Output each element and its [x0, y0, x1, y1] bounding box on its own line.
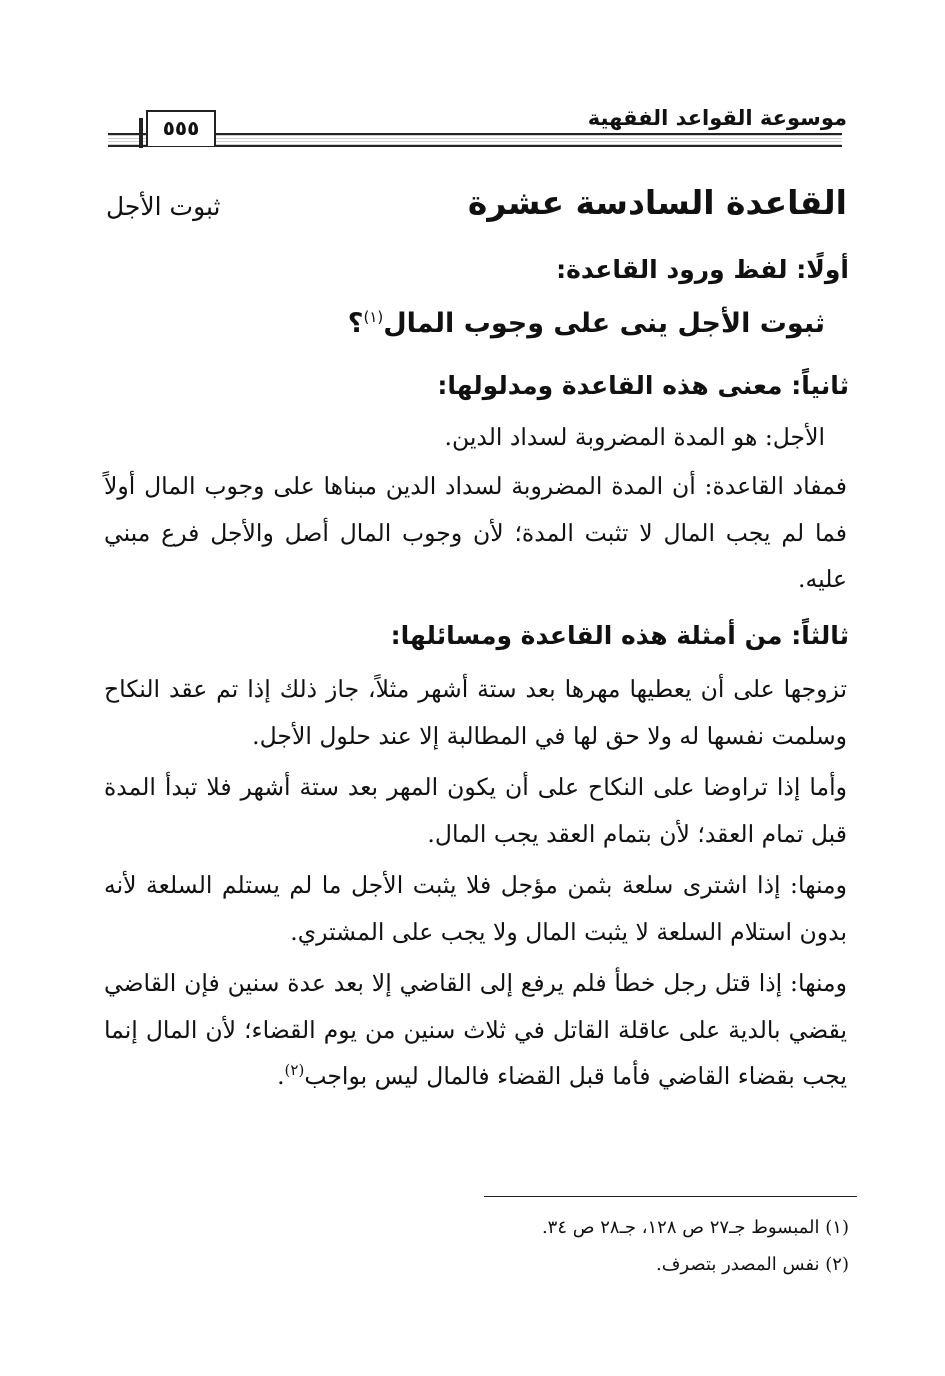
meaning-paragraph: فمفاد القاعدة: أن المدة المضروبة لسداد الدين مبناها على وجوب المال أولاً فما لم يجب المال لا تثبت المدة؛ لأن وجوب المال أصل والأجل فرع مبني عليه. [104, 472, 847, 593]
rule-statement-text: ثبوت الأجل ينى على وجوب المال [383, 308, 825, 339]
example-paragraph-1: تزوجها على أن يعطيها مهرها بعد ستة أشهر مثلاً، جاز ذلك إذا تم عقد النكاح وسلمت نفسها له ولا حق لها في المطالبة إلا عند حلول الأجل. [104, 675, 847, 750]
footnote-2: (٢) نفس المصدر بتصرف. [656, 1254, 849, 1275]
footnote-separator [484, 1196, 857, 1197]
example-paragraph-4 [104, 960, 847, 1100]
section-heading-wording: أولًا: لفظ ورود القاعدة: [556, 255, 849, 284]
example-paragraph-4-end: . [277, 1062, 285, 1090]
footnote-ref-1: (١) [363, 308, 384, 326]
book-title: موسوعة القواعد الفقهية [587, 106, 847, 130]
rule-statement [348, 302, 825, 346]
section-heading-meaning: ثانياً: معنى هذه القاعدة ومدلولها: [437, 371, 849, 400]
example-paragraph-4-text: ومنها: إذا قتل رجل خطأ فلم يرفع إلى القاضي إلا بعد عدة سنين فإن القاضي يقضي بالدية على عاقلة القاتل في ثلاث سنين من يوم القضاء؛ لأن المال إنما يجب بقضاء القاضي فأما قبل القضاء فالمال ليس بواجب [104, 969, 847, 1090]
footnote-1: (١) المبسوط جـ٢٧ ص ١٢٨، جـ٢٨ ص ٣٤. [541, 1217, 849, 1238]
section-heading-examples: ثالثاً: من أمثلة هذه القاعدة ومسائلها: [390, 621, 849, 650]
header-rule [108, 133, 842, 147]
footnote-ref-2: (٢) [284, 1061, 305, 1080]
page-number: ٥٥٥ [146, 110, 216, 146]
rule-side-title: ثبوت الأجل [106, 192, 221, 221]
example-paragraph-2: وأما إذا تراوضا على النكاح على أن يكون المهر بعد ستة أشهر فلا تبدأ المدة قبل تمام العقد؛ لأن بتمام العقد يجب المال. [104, 773, 847, 848]
example-paragraph-3: ومنها: إذا اشترى سلعة بثمن مؤجل فلا يثبت الأجل ما لم يستلم السلعة لأنه بدون استلام السلعة لا يثبت المال ولا يجب على المشتري. [104, 871, 847, 946]
rule-title: القاعدة السادسة عشرة [467, 183, 847, 222]
rule-statement-end: ؟ [347, 308, 364, 339]
definition-paragraph: الأجل: هو المدة المضروبة لسداد الدين. [444, 423, 825, 451]
